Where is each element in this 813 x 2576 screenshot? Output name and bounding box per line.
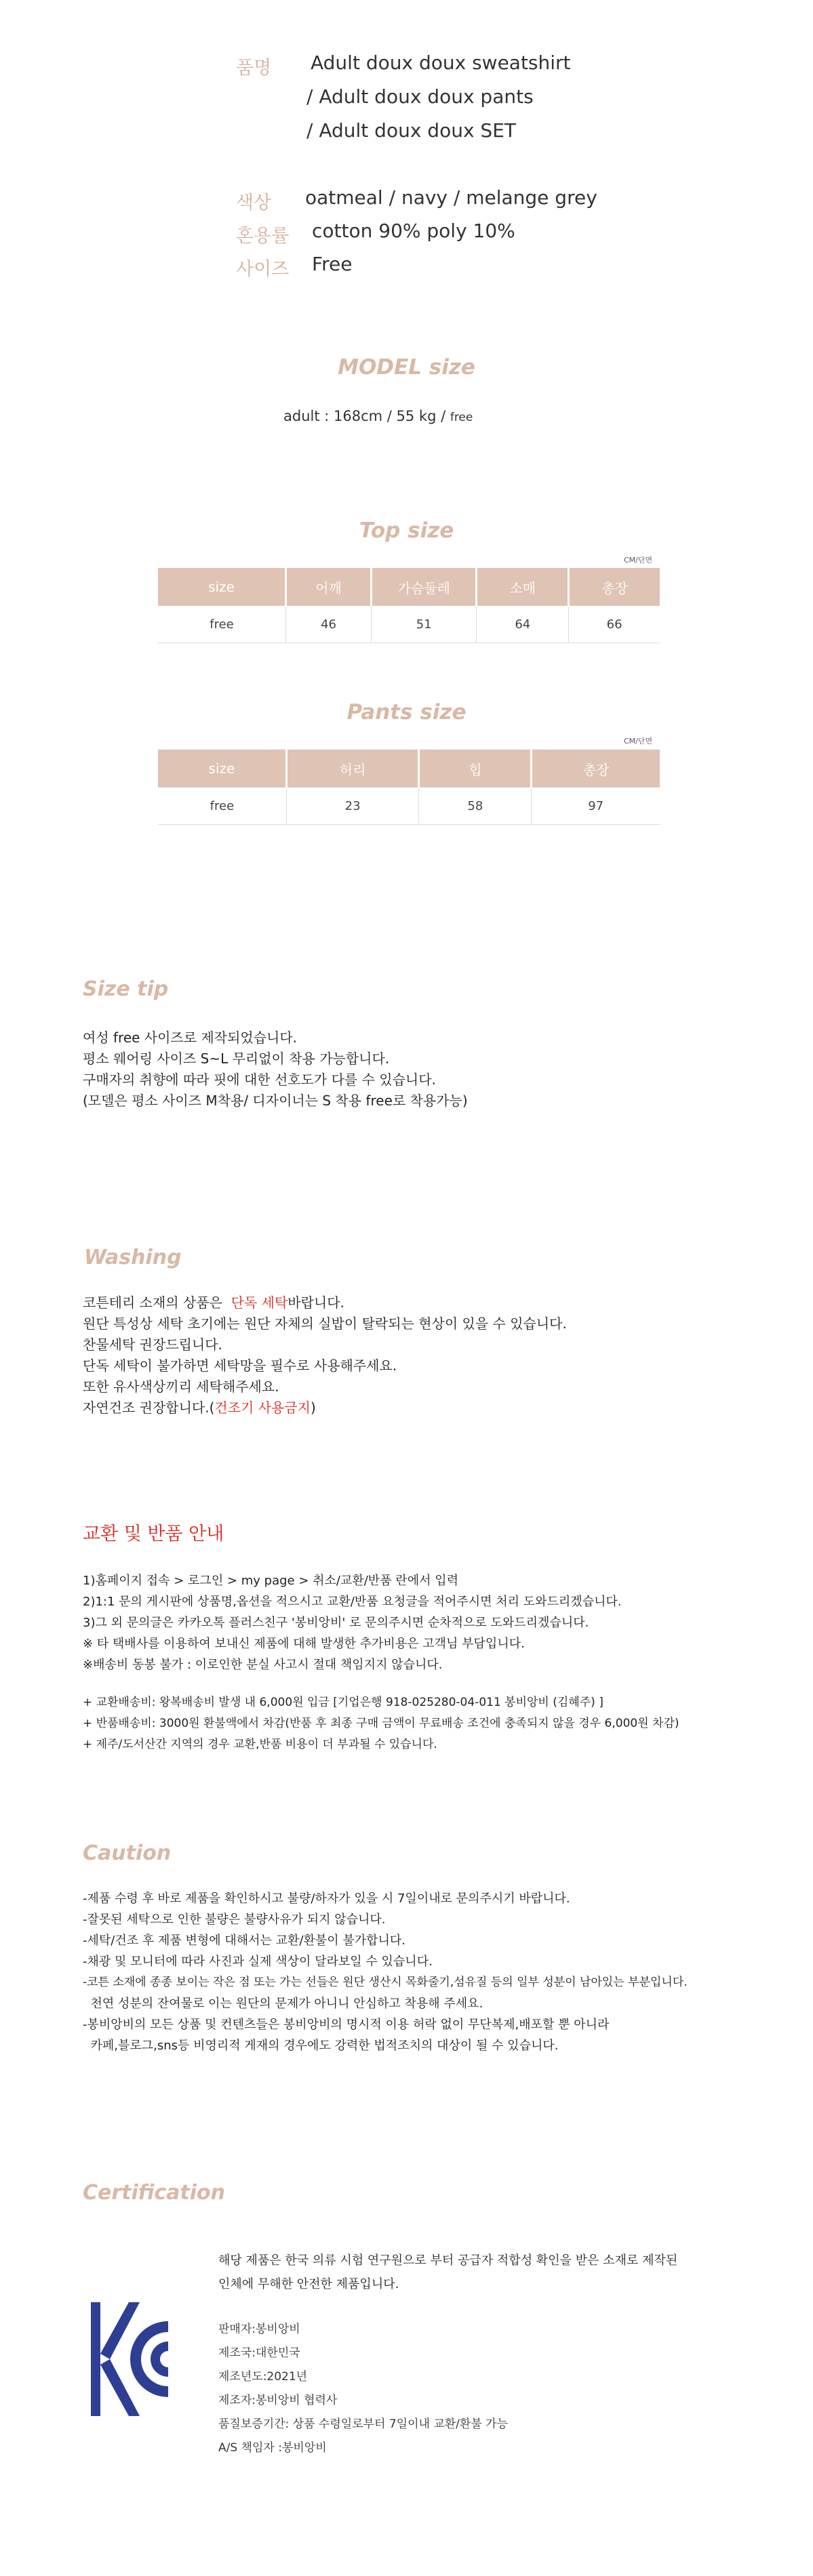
pants-size-header-row	[158, 750, 660, 788]
top-size-cell: free	[158, 606, 286, 643]
pants-size-unit: CM/단면	[624, 737, 653, 745]
model-info	[283, 408, 473, 424]
washing-line6-post: )	[311, 1399, 316, 1416]
certification-title: Certification	[83, 2181, 226, 2205]
caution-line: -코튼 소재에 종종 보이는 작은 점 또는 가는 선들은 원단 생산시 목화줄기,섬유질 등의 일부 성분이 남아있는 부분입니다.	[83, 1976, 688, 1989]
top-size-cell: 51	[372, 606, 477, 643]
certification-details	[218, 2318, 508, 2460]
certification-intro	[218, 2249, 677, 2296]
pants-size-cell: 97	[532, 788, 660, 825]
washing-line: 단독 세탁이 불가하면 세탁망을 필수로 사용해주세요.	[83, 1357, 397, 1374]
pants-size-header: size	[158, 750, 286, 788]
pants-size-header: 총장	[532, 750, 660, 788]
washing-title: Washing	[84, 1246, 182, 1269]
size-tip-line: 여성 free 사이즈로 제작되었습니다.	[83, 1029, 298, 1046]
exchange-line: 3)그 외 문의글은 카카오톡 플러스친구 '봉비앙비' 로 문의주시면 순차적으로 도와드리겠습니다.	[83, 1616, 589, 1630]
exchange-line: 2)1:1 문의 게시판에 상품명,옵션을 적으시고 교환/반품 요청글을 적어주시면 처리 도와드리겠습니다.	[83, 1595, 622, 1609]
top-size-header: 총장	[569, 568, 660, 606]
top-size-cell: 64	[477, 606, 569, 643]
caution-line: 카페,블로그,sns등 비영리적 게재의 경우에도 강력한 법적조치의 대상이 될 수 있습니다.	[83, 2039, 559, 2053]
pants-size-header: 허리	[286, 750, 419, 788]
pants-size-table	[158, 750, 660, 825]
exchange-line: ※ 타 택배사를 이용하여 보내신 제품에 대해 발생한 추가비용은 고객님 부담입니다.	[83, 1637, 525, 1651]
certification-detail: 제조국:대한민국	[218, 2346, 300, 2360]
kc-mark-icon	[90, 2301, 170, 2417]
top-size-header: size	[158, 568, 286, 606]
size-tip-line: 평소 웨어링 사이즈 S~L 무리없이 착용 가능합니다.	[83, 1050, 390, 1067]
size-tip-line: (모델은 평소 사이즈 M착용/ 디자이너는 S 착용 free로 착용가능)	[83, 1092, 468, 1109]
caution-line: -봉비앙비의 모든 상품 및 컨텐츠들은 봉비앙비의 명시적 이용 허락 없이 무단복제,배포할 뿐 아니라	[83, 2018, 610, 2032]
model-info-free: free	[450, 411, 473, 424]
pants-size-header: 힙	[419, 750, 532, 788]
exchange-title: 교환 및 반품 안내	[83, 1524, 224, 1545]
washing-body	[83, 1292, 567, 1418]
color-label: 색상	[236, 192, 272, 213]
washing-line6-red: 건조기 사용금지	[214, 1399, 311, 1416]
certification-detail: 제조자:봉비앙비 협력사	[218, 2394, 338, 2407]
washing-line	[83, 1292, 567, 1313]
size-tip-line: 구매자의 취향에 따라 핏에 대한 선호도가 다를 수 있습니다.	[83, 1071, 436, 1088]
size-tip-title: Size tip	[83, 977, 169, 1001]
certification-detail: 판매자:봉비앙비	[218, 2323, 300, 2336]
certification-intro-line: 해당 제품은 한국 의류 시험 연구원으로 부터 공급자 적합성 확인을 받은 소재로 제작된	[218, 2253, 678, 2268]
washing-line1-pre: 코튼테리 소재의 상품은	[83, 1294, 231, 1311]
exchange-body	[83, 1570, 622, 1675]
exchange-line: ※배송비 동봉 불가 : 이로인한 분실 사고시 절대 책임지지 않습니다.	[83, 1658, 443, 1672]
caution-title: Caution	[83, 1841, 172, 1865]
caution-line: -세탁/건조 후 제품 변형에 대해서는 교환/환불이 불가합니다.	[83, 1934, 405, 1948]
exchange-fees	[83, 1692, 679, 1755]
pants-size-cell: 58	[419, 788, 532, 825]
exchange-fee-line: + 제주/도서산간 지역의 경우 교환,반품 비용이 더 부과될 수 있습니다.	[83, 1738, 437, 1751]
exchange-line: 1)홈페이지 접속 > 로그인 > my page > 취소/교환/반품 란에서 입력	[83, 1574, 458, 1588]
top-size-table	[158, 568, 660, 643]
material-label: 혼용률	[236, 226, 290, 247]
washing-line	[83, 1397, 567, 1418]
certification-detail: 품질보증기간: 상품 수령일로부터 7일이내 교환/환불 가능	[218, 2417, 508, 2431]
product-name-2: / Adult doux doux pants	[306, 85, 534, 108]
washing-line: 찬물세탁 권장드립니다.	[83, 1336, 222, 1353]
top-size-header-row	[158, 568, 660, 606]
pants-size-cell: free	[158, 788, 286, 825]
top-size-header: 소매	[477, 568, 569, 606]
washing-line6-pre: 자연건조 권장합니다.(	[83, 1399, 215, 1416]
pants-size-row	[158, 788, 660, 825]
top-size-cell: 46	[286, 606, 372, 643]
certification-detail: 제조년도:2021년	[218, 2370, 308, 2384]
top-size-row	[158, 606, 660, 643]
caution-line: -잘못된 세탁으로 인한 불량은 불량사유가 되지 않습니다.	[83, 1913, 386, 1927]
exchange-fee-line: + 교환배송비: 왕복배송비 발생 내 6,000원 입금 [기업은행 918-025280-04-011 봉비앙비 (김혜주) ]	[83, 1696, 603, 1709]
top-size-unit: CM/단면	[624, 556, 653, 565]
product-name-1: Adult doux doux sweatshirt	[311, 52, 571, 74]
model-size-title: MODEL size	[338, 355, 475, 380]
certification-intro-line: 인체에 무해한 안전한 제품입니다.	[218, 2277, 399, 2291]
product-name-label: 품명	[236, 58, 272, 79]
certification-detail: A/S 책임자 :봉비앙비	[218, 2441, 327, 2455]
caution-body	[83, 1888, 688, 2056]
washing-line: 또한 유사색상끼리 세탁해주세요.	[83, 1378, 279, 1395]
top-size-header: 가슴둘레	[372, 568, 477, 606]
caution-line: -채광 및 모니터에 따라 사진과 실제 색상이 달라보일 수 있습니다.	[83, 1955, 433, 1969]
washing-line1-red: 단독 세탁	[231, 1294, 288, 1311]
washing-line1-post: 바랍니다.	[287, 1294, 344, 1311]
material-value: cotton 90% poly 10%	[312, 220, 515, 242]
color-value: oatmeal / navy / melange grey	[305, 186, 597, 209]
pants-size-title: Pants size	[346, 700, 467, 724]
product-name-3: / Adult doux doux SET	[306, 119, 516, 142]
top-size-cell: 66	[569, 606, 660, 643]
washing-line: 원단 특성상 세탁 초기에는 원단 자체의 실밥이 탈락되는 현상이 있을 수 있습니다.	[83, 1315, 567, 1332]
model-info-text: adult : 168cm / 55 kg /	[283, 408, 450, 424]
top-size-header: 어깨	[286, 568, 372, 606]
exchange-fee-line: + 반품배송비: 3000원 환불액에서 차감(반품 후 최종 구매 금액이 무료배송 조건에 충족되지 않을 경우 6,000원 차감)	[83, 1717, 679, 1730]
size-label: 사이즈	[236, 259, 290, 280]
size-value: Free	[312, 253, 353, 275]
top-size-title: Top size	[359, 518, 454, 543]
caution-line: -제품 수령 후 바로 제품을 확인하시고 불량/하자가 있을 시 7일이내로 문의주시기 바랍니다.	[83, 1892, 570, 1906]
caution-line: 천연 성분의 잔여물로 이는 원단의 문제가 아니니 안심하고 착용해 주세요.	[83, 1997, 483, 2011]
pants-size-cell: 23	[286, 788, 419, 825]
size-tip-body	[83, 1027, 468, 1111]
